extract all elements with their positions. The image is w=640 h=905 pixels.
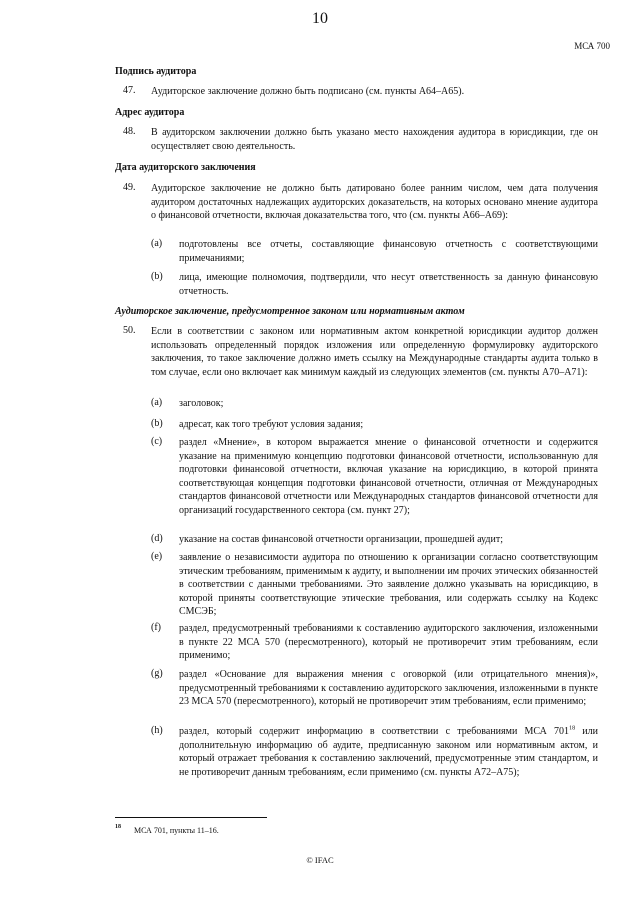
- standard-label: МСА 700: [574, 41, 610, 51]
- item-letter: (b): [151, 271, 163, 282]
- item-letter: (g): [151, 668, 163, 679]
- footnote-text: МСА 701, пункты 11–16.: [134, 826, 219, 835]
- paragraph-text: В аудиторском заключении должно быть указано место нахождения аудитора в юрисдикции, где он осуществляет свою деятельность.: [151, 127, 598, 152]
- item-letter: (b): [151, 418, 163, 429]
- paragraph-number: 47.: [123, 85, 136, 96]
- item-letter: (a): [151, 238, 163, 249]
- item-text: раздел «Основание для выражения мнения с оговоркой (или отрицательного мнения)», предусмотренный требованиями к составлению аудиторского заключения, изложенными в пункте 23 МСА 570 (пересмотренного), который не противоречит этим требованиям, если применимо;: [179, 669, 598, 707]
- item-text: раздел «Мнение», в котором выражается мнение о финансовой отчетности и содержится указание на применимую концепцию подготовки финансовой отчетности, использованную для подготовки финансовой отчетности, включая указание на юрисдикцию, в которой принята соответствующая концепция подготовки финансовой отчетности, отличная от Международных стандартов финансовой отчетности или Международных стандартов финансовой отчетности для организаций государственного сектора (см. пункт 27);: [179, 437, 598, 516]
- paragraph-number: 50.: [123, 325, 136, 336]
- page-number: 10: [312, 10, 328, 27]
- item-letter: (h): [151, 725, 163, 736]
- item-text: [179, 725, 598, 779]
- item-text: указание на состав финансовой отчетности организации, прошедшей аудит;: [179, 534, 504, 545]
- section-heading-prescribed: Аудиторское заключение, предусмотренное законом или нормативным актом: [115, 306, 465, 317]
- item-text: заявление о независимости аудитора по отношению к организации согласно соответствующим этическим требованиям, применимым к аудиту, и выполнении им прочих этических обязанностей в соответствии с данными требованиями. Это заявление должно указывать на юрисдикцию, в которой приняты соответствующие этические требования, или содержать ссылку на Кодекс СМСЭБ;: [179, 552, 598, 617]
- section-heading-signature: Подпись аудитора: [115, 66, 197, 77]
- paragraph-text: Аудиторское заключение должно быть подписано (см. пункты А64–А65).: [151, 86, 465, 97]
- footnote-mark: 18: [115, 824, 121, 830]
- item-text: подготовлены все отчеты, составляющие финансовую отчетность с соответствующими примечаниями;: [179, 239, 598, 264]
- item-text: адресат, как того требуют условия задания;: [179, 419, 364, 430]
- item-text-before: раздел, который содержит информацию в соответствии с требованиями МСА 701: [179, 726, 570, 737]
- footnote-divider: [115, 817, 267, 818]
- item-text: лица, имеющие полномочия, подтвердили, что несут ответственность за данную финансовую отчетность.: [179, 272, 598, 297]
- item-letter: (e): [151, 551, 163, 562]
- paragraph-number: 48.: [123, 126, 136, 137]
- footnote-reference[interactable]: 18: [569, 725, 576, 732]
- section-heading-date: Дата аудиторского заключения: [115, 162, 256, 173]
- item-text: раздел, предусмотренный требованиями к составлению аудиторского заключения, изложенными в пункте 22 МСА 570 (пересмотренного), который не противоречит этим требованиям, если применимо;: [179, 623, 598, 661]
- paragraph-number: 49.: [123, 182, 136, 193]
- paragraph-text: Если в соответствии с законом или нормативным актом конкретной юрисдикции аудитор должен использовать определенный порядок изложения или определенную формулировку аудиторского заключения, то такое заключение должно иметь ссылку на Международные стандарты аудита только в том случае, если оно включает как минимум каждый из следующих элементов (см. пункты А70–А71):: [151, 326, 598, 378]
- paragraph-text: Аудиторское заключение не должно быть датировано более ранним числом, чем дата получения аудитором достаточных надлежащих аудиторских доказательств, на которых основано мнение аудитора о финансовой отчетности, включая доказательства того, что (см. пункты А66–А69):: [151, 183, 598, 221]
- item-text-after: или дополнительную информацию об аудите, предписанную законом или нормативным актом, и который отражает требования к составлению заключений, предусмотренные этим стандартом, и не противоречит данным требованиям, если применимо (см. пункты А72–А75);: [179, 726, 598, 778]
- item-letter: (f): [151, 622, 161, 633]
- item-letter: (a): [151, 397, 163, 408]
- item-text: заголовок;: [179, 398, 224, 409]
- section-heading-address: Адрес аудитора: [115, 107, 185, 118]
- item-letter: (c): [151, 436, 163, 447]
- footer-copyright: © IFAC: [306, 855, 334, 865]
- item-letter: (d): [151, 533, 163, 544]
